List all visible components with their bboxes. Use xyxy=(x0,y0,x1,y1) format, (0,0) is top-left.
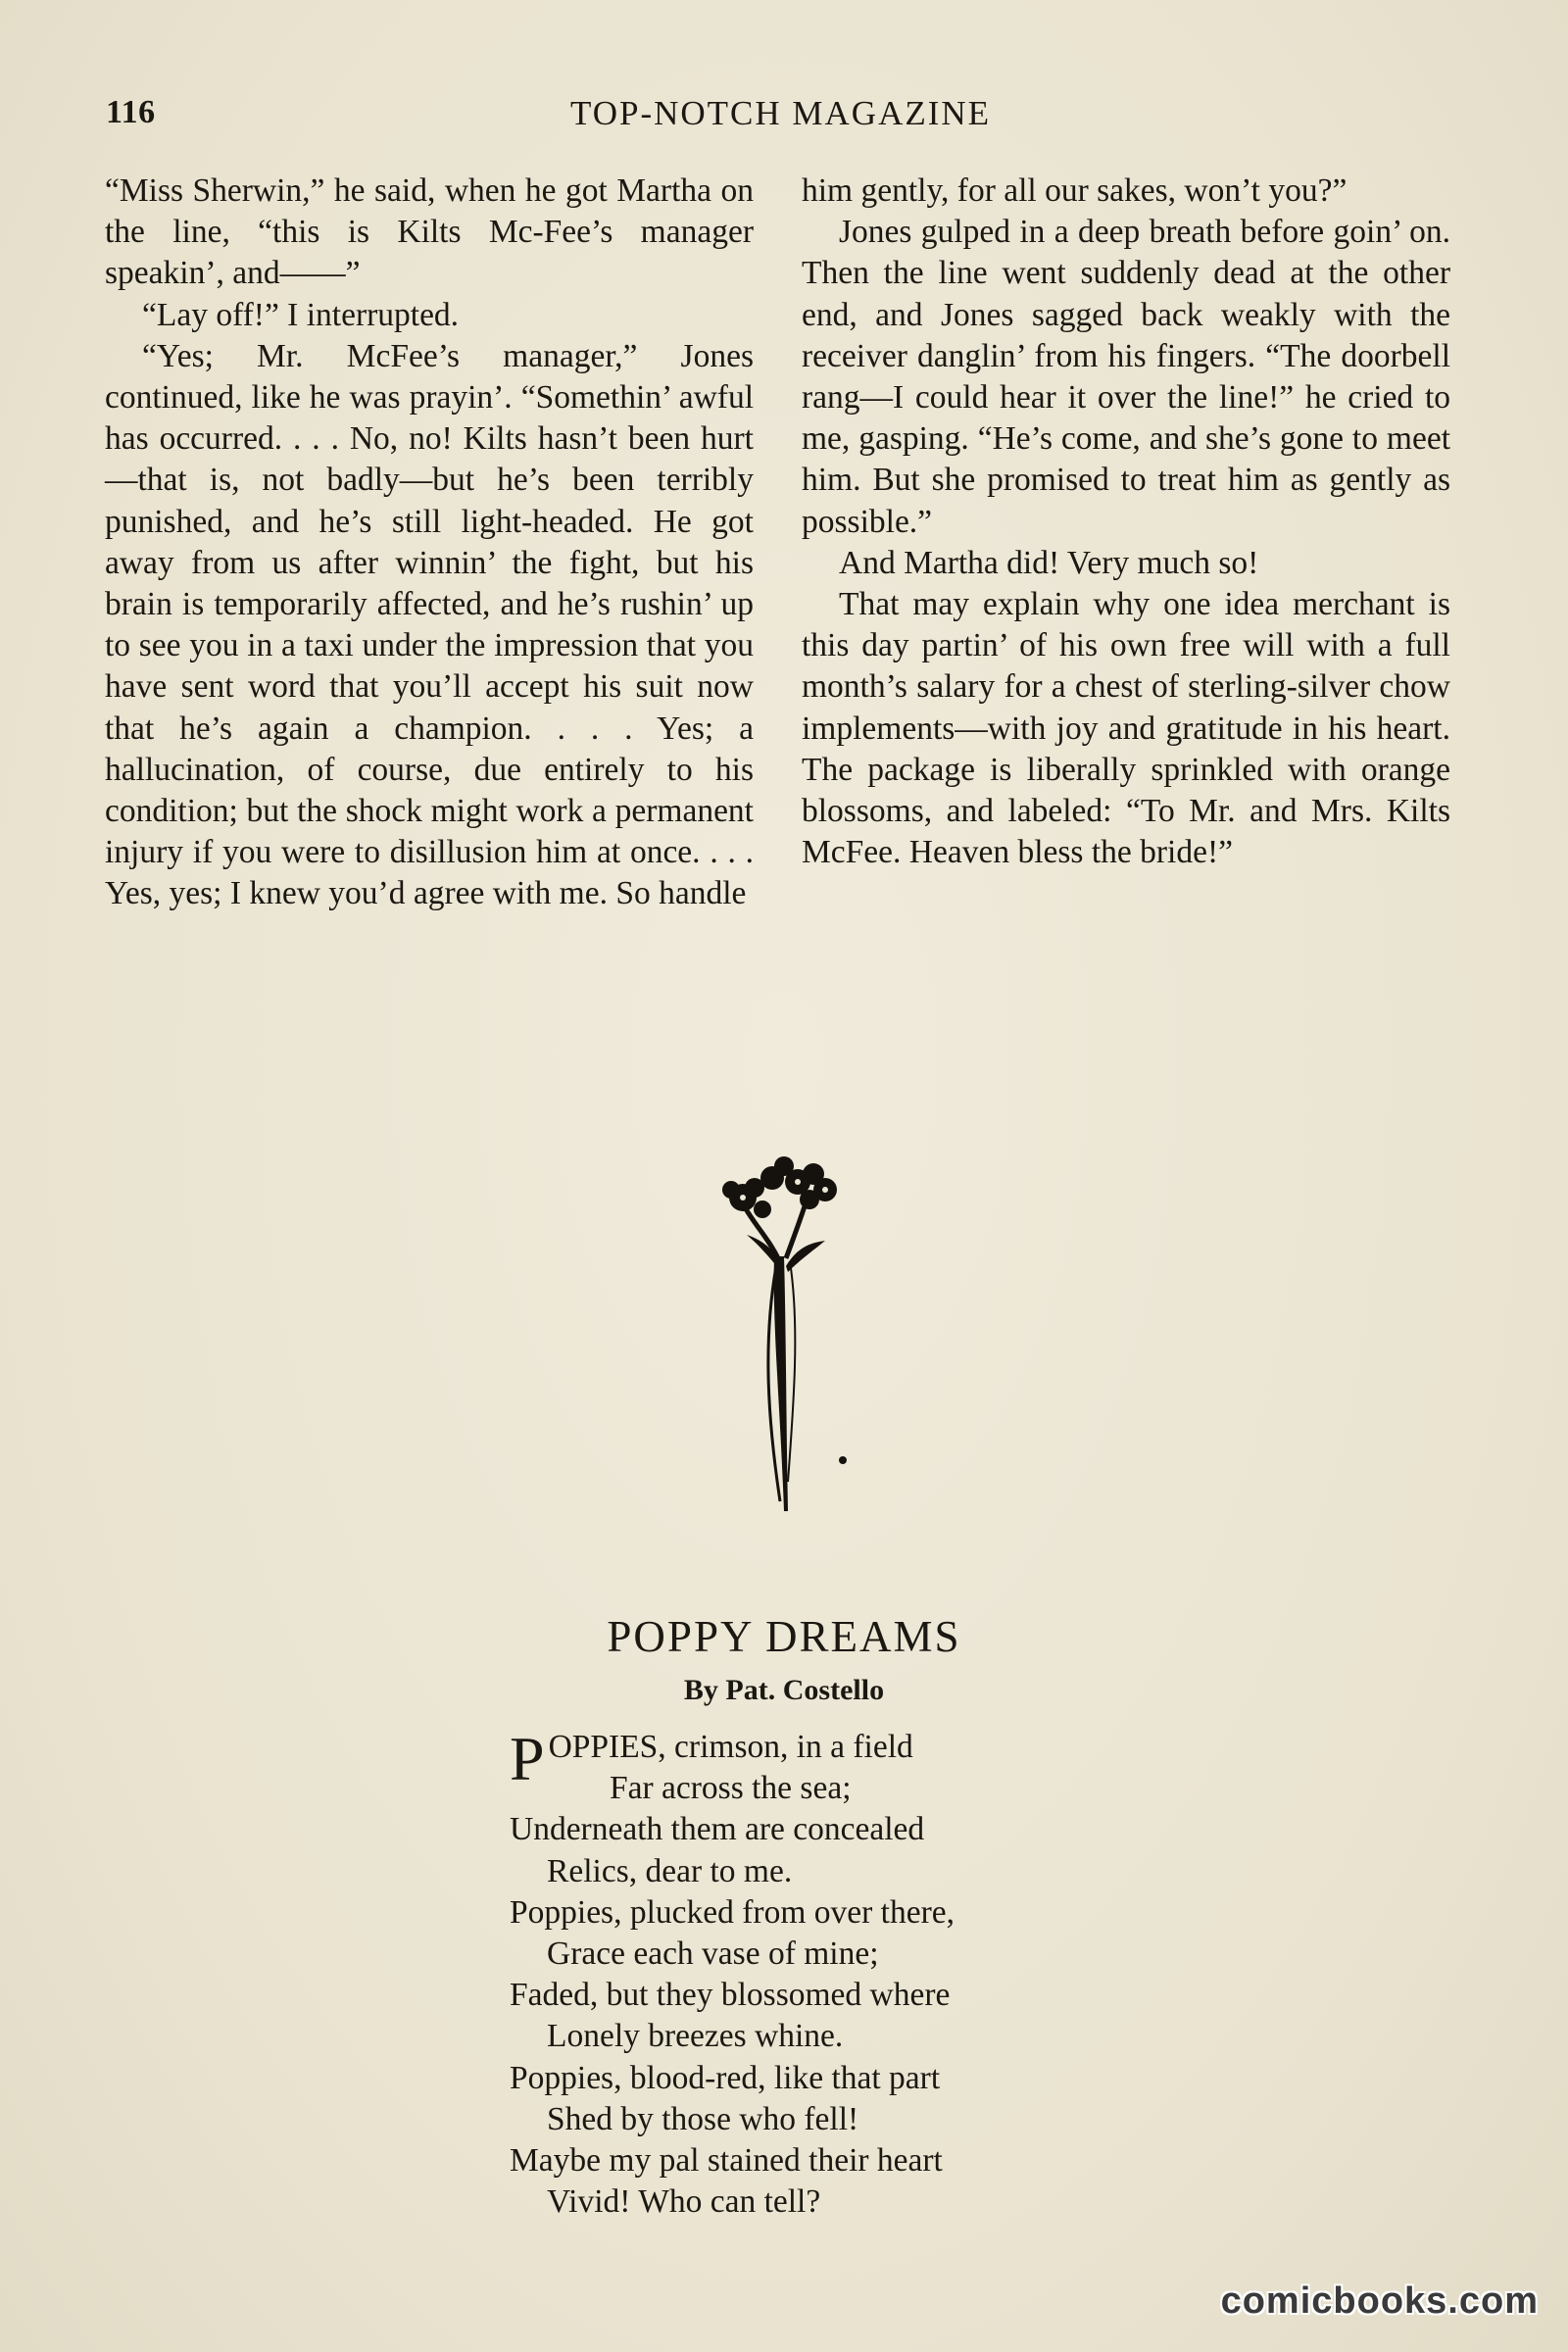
poem-line: Relics, dear to me. xyxy=(547,1852,793,1889)
poem-line: Lonely breezes whine. xyxy=(547,2018,844,2055)
story-paragraph: “Yes; Mr. McFee’s manager,” Jones continued, like he was prayin’. “Somethin’ awful has occurred. . . . No, no! Kilts hasn’t been hurt—that is, not badly—but he’s been terribly punished, and he’s still light-headed. He got away from us after winnin’ the fight, but his brain is temporarily affected, and he’s rushin’ up to see you in a taxi under the impression that you have sent word that you’ll accept his suit now that he’s again a champion. . . . Yes; a hallucination, of course, due entirely to his condition; but the shock might work a permanent injury if you were to disillusion him at once. . . . Yes, yes; I knew you’d agree with me. So handle xyxy=(105,337,754,912)
story-paragraph: “Lay off!” I interrupted. xyxy=(142,296,460,333)
watermark: comicbooks.com xyxy=(1220,2280,1539,2322)
page-number: 116 xyxy=(106,94,156,130)
story-right-column xyxy=(802,171,1450,873)
story-paragraph: him gently, for all our sakes, won’t you?” xyxy=(802,172,1348,209)
drop-cap: P xyxy=(510,1724,545,1793)
poem-line: Shed by those who fell! xyxy=(547,2100,859,2137)
poem-line: Maybe my pal stained their heart xyxy=(510,2142,943,2180)
poem-line: Vivid! Who can tell? xyxy=(547,2183,821,2221)
story-paragraph: “Miss Sherwin,” he said, when he got Martha on the line, “this is Kilts Mc-Fee’s manager speakin’, and——” xyxy=(105,172,754,292)
poem-line: Poppies, plucked from over there, xyxy=(510,1893,955,1931)
poem-line: Faded, but they blossomed where xyxy=(510,1977,951,2014)
magazine-title: TOP-NOTCH MAGAZINE xyxy=(569,94,992,132)
poem-line: OPPIES, crimson, in a field xyxy=(548,1729,913,1765)
poem-body xyxy=(510,1724,1117,2223)
story-paragraph: And Martha did! Very much so! xyxy=(839,544,1259,581)
poem-line: Poppies, blood-red, like that part xyxy=(510,2059,941,2096)
running-head xyxy=(106,94,1455,143)
poem-line: Underneath them are concealed xyxy=(510,1811,925,1848)
poem-line: Far across the sea; xyxy=(610,1770,852,1807)
flower-stem-icon xyxy=(704,1149,870,1521)
story-paragraph: That may explain why one idea merchant is this day partin’ of his own free will with a full month’s salary for a chest of sterling-silver chow implements—with joy and gratitude in his heart. The package is liberally sprinkled with orange blossoms, and labeled: “To Mr. and Mrs. Kilts McFee. Heaven bless the bride!” xyxy=(802,586,1450,871)
story-paragraph: Jones gulped in a deep breath before goin’ on. Then the line went suddenly dead at the other end, and Jones sagged back weakly with the receiver danglin’ from his fingers. “The doorbell rang—I could hear it over the line!” he cried to me, gasping. “He’s come, and she’s gone to meet him. But she promised to treat him as gently as possible.” xyxy=(802,214,1450,540)
poem-title: POPPY DREAMS xyxy=(607,1612,961,1661)
story-left-column xyxy=(105,171,754,915)
poem-line: Grace each vase of mine; xyxy=(547,1936,879,1973)
poem-byline: By Pat. Costello xyxy=(683,1674,885,1706)
